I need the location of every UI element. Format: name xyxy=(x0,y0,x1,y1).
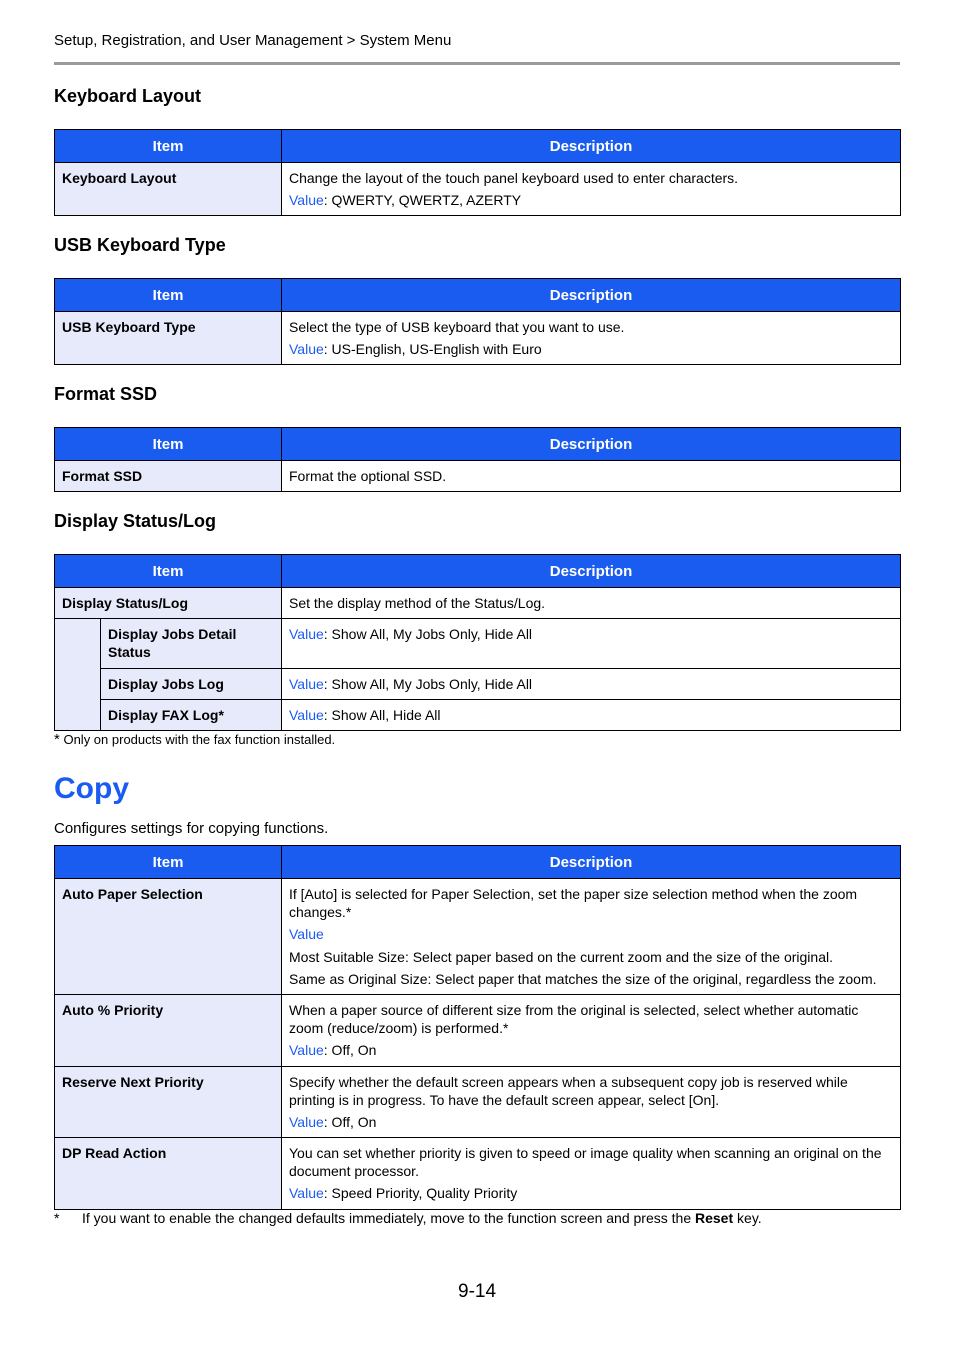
item-cell: Display Status/Log xyxy=(55,588,282,619)
usb-keyboard-heading: USB Keyboard Type xyxy=(54,235,226,255)
copy-table xyxy=(54,845,901,1210)
option-text: Same as Original Size: Select paper that matches the size of the original, regardless the zoom. xyxy=(289,970,877,987)
sub-item-cell: Display Jobs Log xyxy=(101,668,282,699)
description-cell xyxy=(282,163,901,216)
table-header-row xyxy=(55,130,901,163)
breadcrumb: Setup, Registration, and User Management > System Menu xyxy=(54,32,452,49)
value-text: : Off, On xyxy=(323,1042,377,1059)
value-label: Value xyxy=(289,1042,324,1059)
table-row xyxy=(55,312,901,365)
item-cell: USB Keyboard Type xyxy=(55,312,282,365)
description-column-header: Description xyxy=(282,130,901,163)
footnote-star: * xyxy=(54,731,60,748)
option-text: Most Suitable Size: Select paper based on the current zoom and the size of the original. xyxy=(289,948,833,965)
value-label: Value xyxy=(289,626,324,643)
description-column-header: Description xyxy=(282,279,901,312)
table-header-row xyxy=(55,846,901,879)
value-text: : Show All, My Jobs Only, Hide All xyxy=(323,626,533,643)
item-cell: DP Read Action xyxy=(55,1138,282,1210)
description-cell xyxy=(282,994,901,1066)
description-cell xyxy=(282,699,901,730)
format-ssd-table xyxy=(54,427,901,492)
description-cell xyxy=(282,879,901,995)
table-row xyxy=(55,879,901,995)
display-status-heading: Display Status/Log xyxy=(54,511,217,531)
table-header-row xyxy=(55,555,901,588)
footnote-reset-key: Reset xyxy=(695,1210,734,1226)
table-header-row xyxy=(55,428,901,461)
table-header-row xyxy=(55,279,901,312)
value-line xyxy=(289,340,893,358)
item-cell: Auto % Priority xyxy=(55,994,282,1066)
value-label: Value xyxy=(289,1185,324,1202)
description-text: Change the layout of the touch panel keyboard used to enter characters. xyxy=(289,170,739,186)
description-text: Specify whether the default screen appears when a subsequent copy job is reserved while printing is in progress. To have the default screen appear, select [On]. xyxy=(289,1073,848,1108)
value-text: : Off, On xyxy=(323,1113,377,1130)
footnote-text-before: If you want to enable the changed defaults immediately, move to the function screen and press the xyxy=(82,1210,695,1226)
value-label: Value xyxy=(289,926,324,943)
item-column-header: Item xyxy=(55,130,282,163)
item-cell: Auto Paper Selection xyxy=(55,879,282,995)
description-cell: Format the optional SSD. xyxy=(282,461,901,492)
usb-keyboard-table xyxy=(54,278,901,365)
description-text: Select the type of USB keyboard that you want to use. xyxy=(289,319,625,335)
value-label: Value xyxy=(289,192,324,209)
sub-item-cell: Display Jobs Detail Status xyxy=(101,619,282,668)
value-line xyxy=(289,1184,893,1202)
value-label: Value xyxy=(289,675,324,692)
footnote-text: Only on products with the fax function installed. xyxy=(63,732,336,747)
item-column-header: Item xyxy=(55,279,282,312)
description-column-header: Description xyxy=(282,428,901,461)
reset-footnote xyxy=(54,1210,762,1226)
item-cell: Format SSD xyxy=(55,461,282,492)
display-status-table xyxy=(54,554,901,731)
description-text: You can set whether priority is given to speed or image quality when scanning an original on the document processor. xyxy=(289,1145,882,1180)
footnote-star: * xyxy=(54,1210,60,1226)
description-column-header: Description xyxy=(282,846,901,879)
value-text: : US-English, US-English with Euro xyxy=(323,341,542,358)
keyboard-layout-table xyxy=(54,129,901,216)
value-text: : Show All, Hide All xyxy=(323,706,441,723)
copy-intro: Configures settings for copying functions. xyxy=(54,820,329,837)
table-row xyxy=(55,588,901,619)
item-column-header: Item xyxy=(55,555,282,588)
copy-heading: Copy xyxy=(54,772,129,805)
footnote-text-after: key. xyxy=(733,1210,762,1226)
value-label: Value xyxy=(289,341,324,358)
keyboard-layout-heading: Keyboard Layout xyxy=(54,86,202,106)
value-text: : Show All, My Jobs Only, Hide All xyxy=(323,675,533,692)
table-row xyxy=(55,668,901,699)
table-row xyxy=(55,994,901,1066)
format-ssd-heading: Format SSD xyxy=(54,384,158,404)
description-cell xyxy=(282,1138,901,1210)
description-column-header: Description xyxy=(282,555,901,588)
value-text: : QWERTY, QWERTZ, AZERTY xyxy=(323,192,522,209)
table-row xyxy=(55,1138,901,1210)
indent-cell xyxy=(55,619,101,731)
table-row xyxy=(55,699,901,730)
description-cell xyxy=(282,1066,901,1138)
item-column-header: Item xyxy=(55,428,282,461)
value-line xyxy=(289,191,893,209)
description-cell xyxy=(282,312,901,365)
item-cell: Reserve Next Priority xyxy=(55,1066,282,1138)
value-label: Value xyxy=(289,1113,324,1130)
item-cell: Keyboard Layout xyxy=(55,163,282,216)
description-cell xyxy=(282,668,901,699)
value-line xyxy=(289,1113,893,1131)
value-line xyxy=(289,1041,893,1059)
item-column-header: Item xyxy=(55,846,282,879)
table-row xyxy=(55,461,901,492)
table-row xyxy=(55,619,901,668)
description-text: When a paper source of different size from the original is selected, select whether automatic zoom (reduce/zoom) is performed.* xyxy=(289,1001,859,1037)
description-text: If [Auto] is selected for Paper Selection, set the paper size selection method when the zoom changes.* xyxy=(289,886,858,921)
table-row xyxy=(55,163,901,216)
header-divider xyxy=(54,62,900,65)
value-label: Value xyxy=(289,706,324,723)
table-row xyxy=(55,1066,901,1138)
value-text: : Speed Priority, Quality Priority xyxy=(323,1185,518,1202)
description-cell: Set the display method of the Status/Log. xyxy=(282,588,901,619)
fax-footnote xyxy=(54,731,335,748)
sub-item-cell: Display FAX Log* xyxy=(101,699,282,730)
description-cell xyxy=(282,619,901,668)
page-number: 9-14 xyxy=(458,1281,497,1302)
